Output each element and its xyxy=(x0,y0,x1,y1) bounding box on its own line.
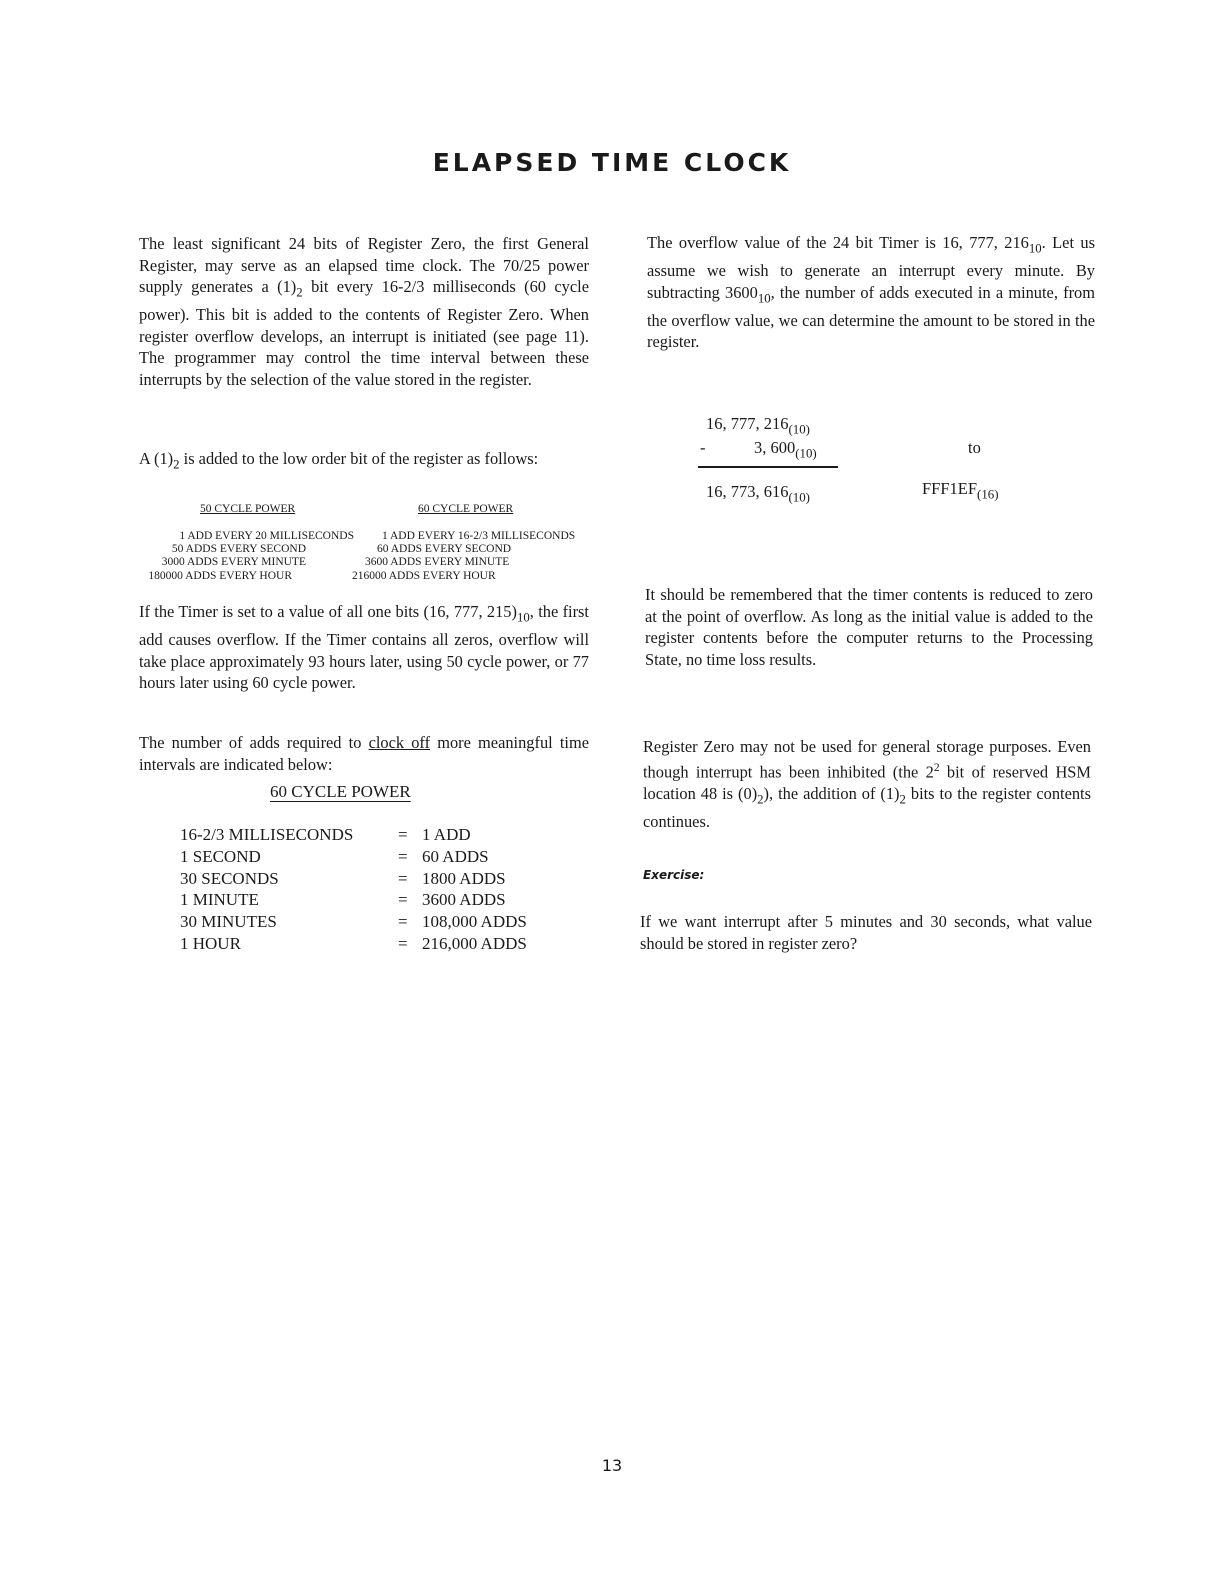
list-item: 3600 ADDS EVERY MINUTE xyxy=(365,556,510,569)
calc-hex xyxy=(922,479,998,503)
table-row xyxy=(180,911,527,933)
subscript: (16) xyxy=(977,487,999,502)
equals-cell: = xyxy=(398,846,408,866)
subscript: (10) xyxy=(788,422,810,437)
interval-cell: 30 SECONDS xyxy=(180,868,279,888)
text-run: ), the addition of (1) xyxy=(763,783,900,803)
interval-cell: 1 HOUR xyxy=(180,933,241,953)
table-row xyxy=(180,846,527,868)
text-run: is added to the low order bit of the register as follows: xyxy=(179,449,539,468)
text-run: bits to the register contents continues. xyxy=(643,783,1091,831)
page-number: 13 xyxy=(601,1456,623,1475)
table-row xyxy=(180,889,527,911)
adds-cell: 60 ADDS xyxy=(422,846,489,866)
calc-rule xyxy=(698,466,838,468)
exercise-label: Exercise: xyxy=(643,868,705,882)
text-run: 16, 773, 616 xyxy=(706,482,789,501)
calc-minuend xyxy=(706,414,810,438)
add-paragraph xyxy=(139,448,589,476)
interval-cell: 30 MINUTES xyxy=(180,912,277,932)
power50-list xyxy=(139,530,354,583)
table-row xyxy=(180,868,527,890)
list-item: 1 ADD EVERY 16-2/3 MILLISECONDS xyxy=(382,530,576,542)
list-item: 180000 ADDS EVERY HOUR xyxy=(148,569,292,582)
table-row xyxy=(180,933,527,955)
list-item: 216000 ADDS EVERY HOUR xyxy=(352,569,496,582)
calc-to: to xyxy=(968,438,981,457)
equals-cell: = xyxy=(398,868,408,888)
power50-header: 50 CYCLE POWER xyxy=(200,503,296,515)
exercise-text: If we want interrupt after 5 minutes and 30 seconds, what value should be stored in register zero? xyxy=(640,912,1092,953)
adds-cell: 216,000 ADDS xyxy=(422,933,527,953)
adds-cell: 108,000 ADDS xyxy=(422,912,527,932)
subscript: (10) xyxy=(795,446,817,461)
subscript: 10 xyxy=(516,610,530,625)
subscript: 10 xyxy=(1028,241,1042,256)
text-run: The overflow value of the 24 bit Timer is 16, 777, 216 xyxy=(647,233,1029,252)
interval-cell: 16-2/3 MILLISECONDS xyxy=(180,825,354,844)
subscript: 2 xyxy=(173,457,180,472)
calc-result xyxy=(706,482,810,506)
list-item: 1 ADD EVERY 20 MILLISECONDS xyxy=(179,530,354,542)
subscript: 2 xyxy=(899,791,906,806)
subscript: 2 xyxy=(296,285,303,300)
intervals-table xyxy=(180,824,527,955)
intro-paragraph xyxy=(139,233,589,391)
text-run: bit every 16-2/3 milliseconds (60 cycle power). This bit is added to the contents of Register Zero. When register overflow develops, an interrupt is initiated (see page 11). The programmer may control the time interval between these interrupts by the selection of the value stored in the register. xyxy=(139,277,589,390)
subscript: (10) xyxy=(788,490,810,505)
calc-subtrahend xyxy=(754,438,817,462)
page-title: ELAPSED TIME CLOCK xyxy=(432,148,792,177)
text-run: 16, 777, 216 xyxy=(706,414,789,433)
text-run: . Let us assume we wish to generate an interrupt every minute. By subtracting 3600 xyxy=(647,233,1095,302)
table-row xyxy=(180,824,527,846)
power60-header: 60 CYCLE POWER xyxy=(418,503,514,515)
text-run: more meaningful time intervals are indicated below: xyxy=(139,733,589,774)
subscript: 10 xyxy=(757,291,771,306)
text-run: Register Zero may not be used for general storage purposes. Even though interrupt has been inhibited (the 2 xyxy=(643,737,1091,781)
adds-cell: 1800 ADDS xyxy=(422,868,506,888)
superscript: 2 xyxy=(933,761,940,774)
text-run: , the number of adds executed in a minute, from the overflow value, we can determine the amount to be stored in the register. xyxy=(647,282,1095,352)
equals-cell: = xyxy=(398,890,408,910)
overflow-paragraph xyxy=(647,232,1095,353)
list-item: 60 ADDS EVERY SECOND xyxy=(377,543,512,556)
register-zero-paragraph xyxy=(643,736,1091,832)
adds-cell: 3600 ADDS xyxy=(422,890,506,910)
underlined-term: clock off xyxy=(368,733,431,752)
list-item: 50 ADDS EVERY SECOND xyxy=(171,543,306,556)
adds-cell: 1 ADD xyxy=(422,825,471,844)
text-run: FFF1EF xyxy=(922,479,978,498)
interval-cell: 1 MINUTE xyxy=(180,890,259,910)
text-run: The number of adds required to xyxy=(139,733,369,752)
power60-list xyxy=(352,530,587,583)
equals-cell: = xyxy=(398,912,408,932)
timer-paragraph xyxy=(139,601,589,694)
interval-cell: 1 SECOND xyxy=(180,846,261,866)
text-run: A (1) xyxy=(139,449,174,468)
equals-cell: = xyxy=(398,933,408,953)
text-run: , the first add causes overflow. If the Timer contains all zeros, overflow will take place approximately 93 hours later, using 50 cycle power, or 77 hours later using 60 cycle power. xyxy=(139,602,589,693)
adds-paragraph xyxy=(139,732,589,775)
text-run: If the Timer is set to a value of all one bits (16, 777, 215) xyxy=(139,602,517,621)
equals-cell: = xyxy=(398,825,408,844)
text-run: The least significant 24 bits of Register Zero, the first General Register, may serve as an elapsed time clock. The 70/25 power supply generates a (1) xyxy=(139,234,589,297)
table-header: 60 CYCLE POWER xyxy=(270,782,411,801)
calc-minus: - xyxy=(700,438,706,457)
list-item: 3000 ADDS EVERY MINUTE xyxy=(161,556,306,569)
text-run: bit of reserved HSM location 48 is (0) xyxy=(643,761,1091,803)
remember-paragraph: It should be remembered that the timer contents is reduced to zero at the point of overflow. As long as the initial value is added to the register contents before the computer returns to the Processing State, no time loss results. xyxy=(645,585,1093,669)
text-run: 3, 600 xyxy=(754,438,796,457)
subscript: 2 xyxy=(757,791,764,806)
